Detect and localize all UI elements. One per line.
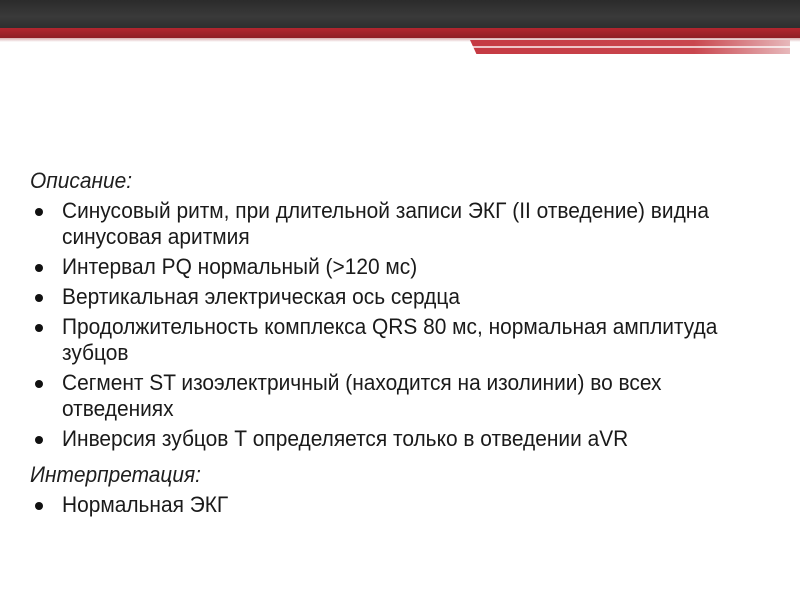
description-item-line: Синусовый ритм, при длительной записи ЭКГ (II отведение) видна (62, 198, 709, 223)
description-list (30, 198, 760, 452)
description-item (30, 284, 760, 310)
description-heading: Описание: (30, 168, 133, 193)
description-item-line: Вертикальная электрическая ось сердца (62, 284, 460, 309)
description-item-line: Интервал PQ нормальный (>120 мс) (62, 254, 418, 279)
bullet-icon (35, 380, 43, 388)
description-item (30, 198, 760, 250)
interpretation-heading: Интерпретация: (30, 462, 201, 487)
interpretation-item (30, 492, 760, 518)
bullet-icon (35, 294, 43, 302)
bullet-icon (35, 264, 43, 272)
bullet-icon (35, 324, 43, 332)
description-item (30, 314, 760, 366)
header-accent-stripe (470, 46, 790, 48)
description-item (30, 370, 760, 422)
description-item-line: Инверсия зубцов Т определяется только в отведении aVR (62, 426, 629, 451)
header-red-line (0, 28, 800, 38)
description-item-line: синусовая аритмия (62, 224, 250, 249)
description-item-line: отведениях (62, 396, 174, 421)
bullet-icon (35, 208, 43, 216)
bullet-icon (35, 502, 43, 510)
slide-content (30, 168, 760, 518)
bullet-icon (35, 436, 43, 444)
description-item-line: Сегмент ST изоэлектричный (находится на изолинии) во всех (62, 370, 662, 395)
interpretation-item-line: Нормальная ЭКГ (62, 492, 229, 517)
top-bar (0, 0, 800, 28)
description-item-line: зубцов (62, 340, 129, 365)
description-item (30, 426, 760, 452)
description-item-line: Продолжительность комплекса QRS 80 мс, нормальная амплитуда (62, 314, 718, 339)
interpretation-list (30, 492, 760, 518)
description-item (30, 254, 760, 280)
